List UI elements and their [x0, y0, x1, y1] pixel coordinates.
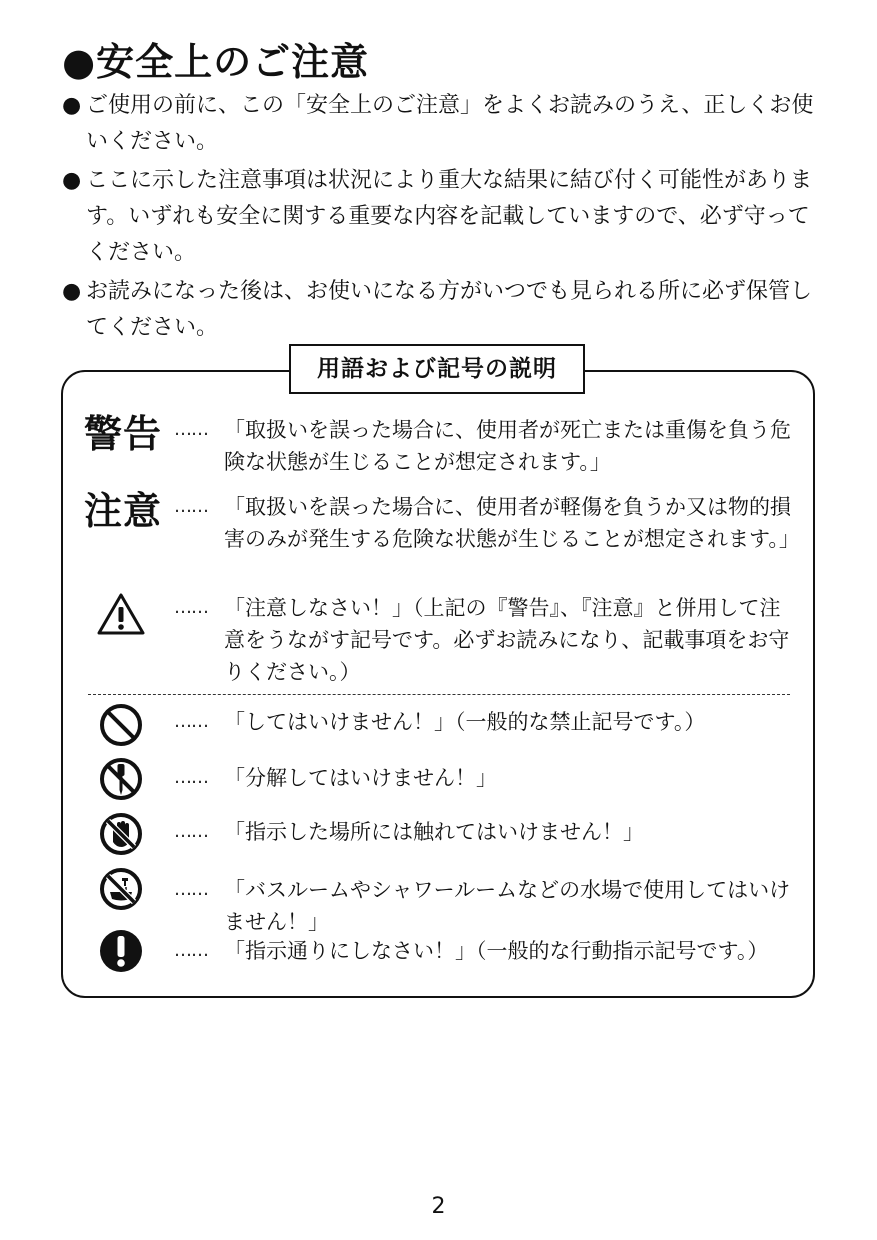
warning-label: 警告: [84, 412, 163, 456]
prohibition-icon: [98, 702, 144, 748]
no-disassembly-icon: [98, 756, 144, 802]
leader-dots: ……: [174, 940, 208, 961]
no-disassembly-description: 「分解してはいけません！」: [224, 766, 497, 790]
no-touch-icon: [98, 811, 144, 857]
leader-dots: ……: [174, 419, 208, 440]
mandatory-action-icon: [98, 928, 144, 974]
no-water-area-description: 「バスルームやシャワールームなどの水場で使用してはいけません！」: [224, 878, 791, 934]
prohibition-description: 「してはいけません！」（一般的な禁止記号です。）: [224, 710, 706, 734]
page-title: ●安全上のご注意: [62, 40, 370, 84]
safety-notes: [62, 88, 822, 349]
bullet-marker: ●: [62, 93, 82, 118]
page-number: 2: [431, 1194, 446, 1219]
leader-dots: ……: [174, 879, 208, 900]
box-title: 用語および記号の説明: [289, 344, 585, 394]
no-touch-description: 「指示した場所には触れてはいけません！」: [224, 820, 644, 844]
note-text: ご使用の前に、この「安全上のご注意」をよくお読みのうえ、正しくお使いください。: [86, 93, 814, 154]
leader-dots: ……: [174, 597, 208, 618]
leader-dots: ……: [174, 711, 208, 732]
caution-triangle-icon: [96, 592, 146, 636]
warning-description: 「取扱いを誤った場合に、使用者が死亡または重傷を負う危険な状態が生じることが想定されます。」: [224, 418, 791, 474]
note-item: [62, 88, 822, 160]
note-text: お読みになった後は、お使いになる方がいつでも見られる所に必ず保管してください。: [86, 279, 813, 340]
alert-description: 「注意しなさい！」（上記の『警告』、『注意』と併用して注意をうながす記号です。必ずお読みになり、記載事項をお守りください。）: [224, 596, 790, 684]
caution-description: 「取扱いを誤った場合に、使用者が軽傷を負うか又は物的損害のみが発生する危険な状態が生じることが想定されます。」: [224, 495, 800, 551]
divider: [88, 694, 790, 695]
bullet-marker: ●: [62, 168, 82, 193]
caution-label: 注意: [84, 489, 163, 533]
leader-dots: ……: [174, 496, 208, 517]
leader-dots: ……: [174, 821, 208, 842]
note-item: [62, 274, 822, 346]
note-item: [62, 163, 822, 271]
bullet-marker: ●: [62, 279, 82, 304]
note-text: ここに示した注意事項は状況により重大な結果に結び付く可能性があります。いずれも安全に関する重要な内容を記載していますので、必ず守ってください。: [86, 168, 813, 265]
no-water-area-icon: [98, 866, 144, 912]
leader-dots: ……: [174, 767, 208, 788]
mandatory-action-description: 「指示通りにしなさい！」（一般的な行動指示記号です。）: [224, 939, 769, 963]
